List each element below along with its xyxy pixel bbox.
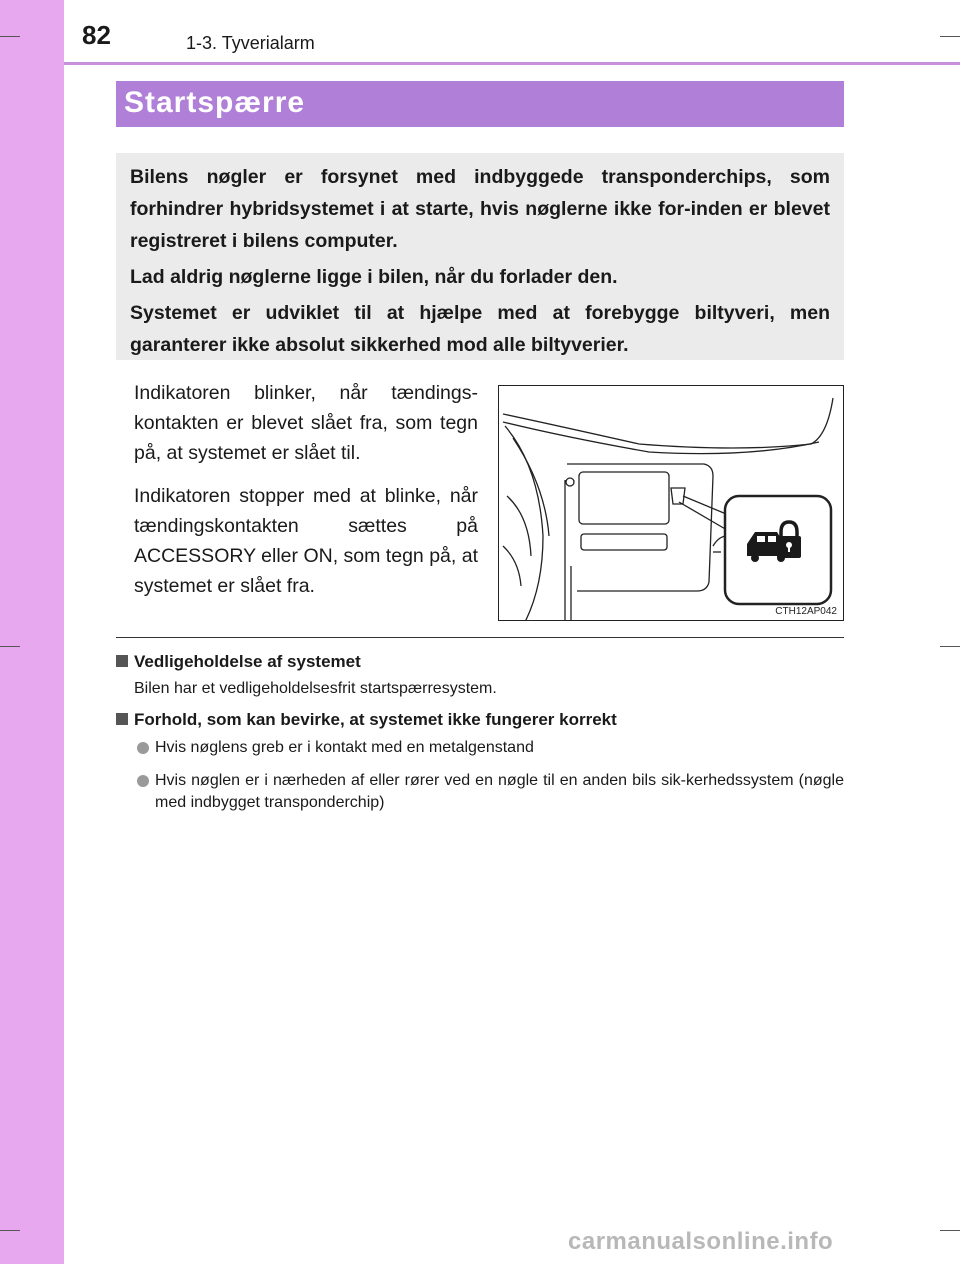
note-box [116, 153, 844, 360]
crop-mark [940, 36, 960, 37]
section-divider [116, 637, 844, 638]
note-paragraph: Systemet er udviklet til at hjælpe med at forebygge biltyveri, men garanterer ikke absolut sikkerhed mod alle biltyverier. [130, 302, 830, 356]
subheading-conditions [116, 710, 617, 730]
list-item-text: Hvis nøglens greb er i kontakt med en metalgenstand [155, 739, 534, 756]
circle-bullet-icon [137, 742, 149, 754]
circle-bullet-icon [137, 775, 149, 787]
figure-code: CTH12AP042 [775, 606, 837, 617]
subheading-maintenance [116, 652, 361, 672]
header-rule [64, 62, 960, 65]
crop-mark [940, 1230, 960, 1231]
page-title: Startspærre [124, 86, 306, 119]
watermark: carmanualsonline.info [568, 1228, 834, 1255]
dashboard-drawing [499, 386, 844, 621]
crop-mark [0, 646, 20, 647]
dashboard-illustration [498, 385, 844, 621]
square-bullet-icon [116, 713, 128, 725]
section-title: 1-3. Tyverialarm [186, 33, 315, 53]
title-band [116, 81, 844, 127]
maintenance-text: Bilen har et vedligeholdelsesfrit startspærresystem. [134, 680, 497, 697]
page-number: 82 [82, 20, 111, 50]
body-paragraph: Indikatoren blinker, når tændings-kontakten er blevet slået fra, som tegn på, at systemet er slået til. [134, 382, 478, 464]
list-item [137, 737, 844, 759]
note-paragraph: Bilens nøgler er forsynet med indbyggede transponderchips, som forhindrer hybridsystemet i at starte, hvis nøglerne ikke for-inden er blevet registreret i bilens computer. [130, 166, 830, 252]
crop-mark [0, 1230, 20, 1231]
subheading-text: Forhold, som kan bevirke, at systemet ikke fungerer korrekt [134, 710, 617, 729]
subheading-text: Vedligeholdelse af systemet [134, 652, 361, 671]
square-bullet-icon [116, 655, 128, 667]
crop-mark [0, 36, 20, 37]
list-item [137, 770, 844, 814]
indicator-description [134, 378, 478, 601]
note-paragraph: Lad aldrig nøglerne ligge i bilen, når du forlader den. [130, 266, 618, 288]
crop-mark [940, 646, 960, 647]
side-tab-strip [0, 0, 64, 1264]
list-item-text: Hvis nøglen er i nærheden af eller rører ved en nøgle til en anden bils sik-kerhedssystem (nøgle med indbygget transponderchip) [155, 772, 844, 811]
body-paragraph: Indikatoren stopper med at blinke, når tændingskontakten sættes på ACCESSORY eller ON, som tegn på, at systemet er slået fra. [134, 485, 478, 597]
